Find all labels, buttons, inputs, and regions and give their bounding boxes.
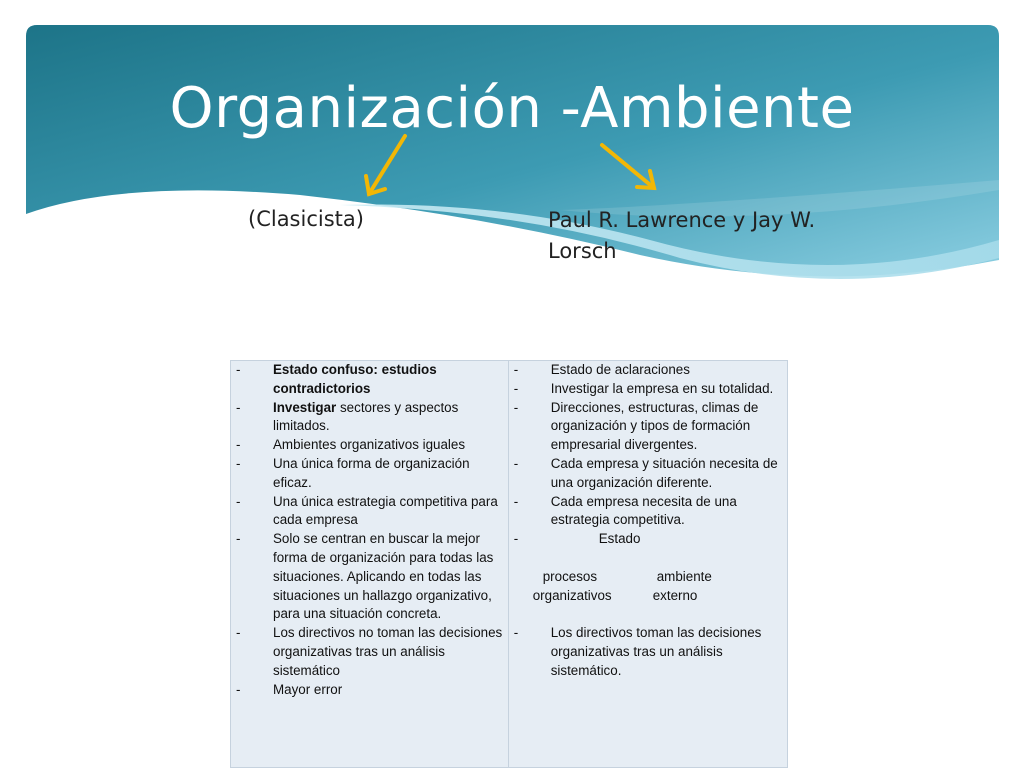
list-item: - Los directivos no toman las decisiones organizativas tras un análisis sistemático — [231, 624, 508, 680]
table-row — [231, 361, 788, 768]
banner-shape — [26, 25, 999, 276]
diagram-head: Estado — [598, 531, 641, 547]
diagram-procesos: procesos — [542, 568, 598, 584]
diagram-row — [509, 587, 787, 606]
list-item: - Ambientes organizativos iguales — [231, 436, 508, 455]
diagram-externo: externo — [652, 587, 698, 603]
right-list-end — [509, 624, 787, 680]
list-item: - Estado confuso: estudios contradictorios — [231, 361, 508, 399]
list-item: - Investigar sectores y aspectos limitados. — [231, 399, 508, 437]
list-item: - Estado de aclaraciones — [509, 361, 787, 380]
left-list — [231, 361, 508, 699]
left-heading: (Clasicista) — [248, 207, 364, 231]
right-list — [509, 361, 787, 549]
list-item: - Los directivos toman las decisiones organizativas tras un análisis sistemático. — [509, 624, 787, 680]
list-item: - Cada empresa necesita de una estrategia competitiva. — [509, 493, 787, 531]
left-column-cell — [231, 361, 509, 768]
list-item: - Una única forma de organización eficaz. — [231, 455, 508, 493]
diagram-organizativos: organizativos — [532, 587, 612, 603]
diagram-ambiente: ambiente — [656, 568, 712, 584]
list-item: - Investigar la empresa en su totalidad. — [509, 380, 787, 399]
header-banner — [0, 0, 1024, 300]
right-column-cell — [508, 361, 787, 768]
list-item: - Una única estrategia competitiva para cada empresa — [231, 493, 508, 531]
list-item: - Mayor error — [231, 681, 508, 700]
list-item: - Cada empresa y situación necesita de una organización diferente. — [509, 455, 787, 493]
list-item: - Solo se centran en buscar la mejor forma de organización para todas las situaciones. Aplicando en todas las situaciones un hallazgo organizativo, para una situación concreta. — [231, 530, 508, 624]
comparison-table — [230, 360, 788, 768]
list-item: - Direcciones, estructuras, climas de organización y tipos de formación empresarial divergentes. — [509, 399, 787, 455]
right-heading: Paul R. Lawrence y Jay W. Lorsch — [548, 208, 816, 263]
list-item-diagram — [509, 530, 787, 549]
diagram-row — [509, 568, 787, 587]
slide-title: Organización -Ambiente — [169, 76, 855, 141]
